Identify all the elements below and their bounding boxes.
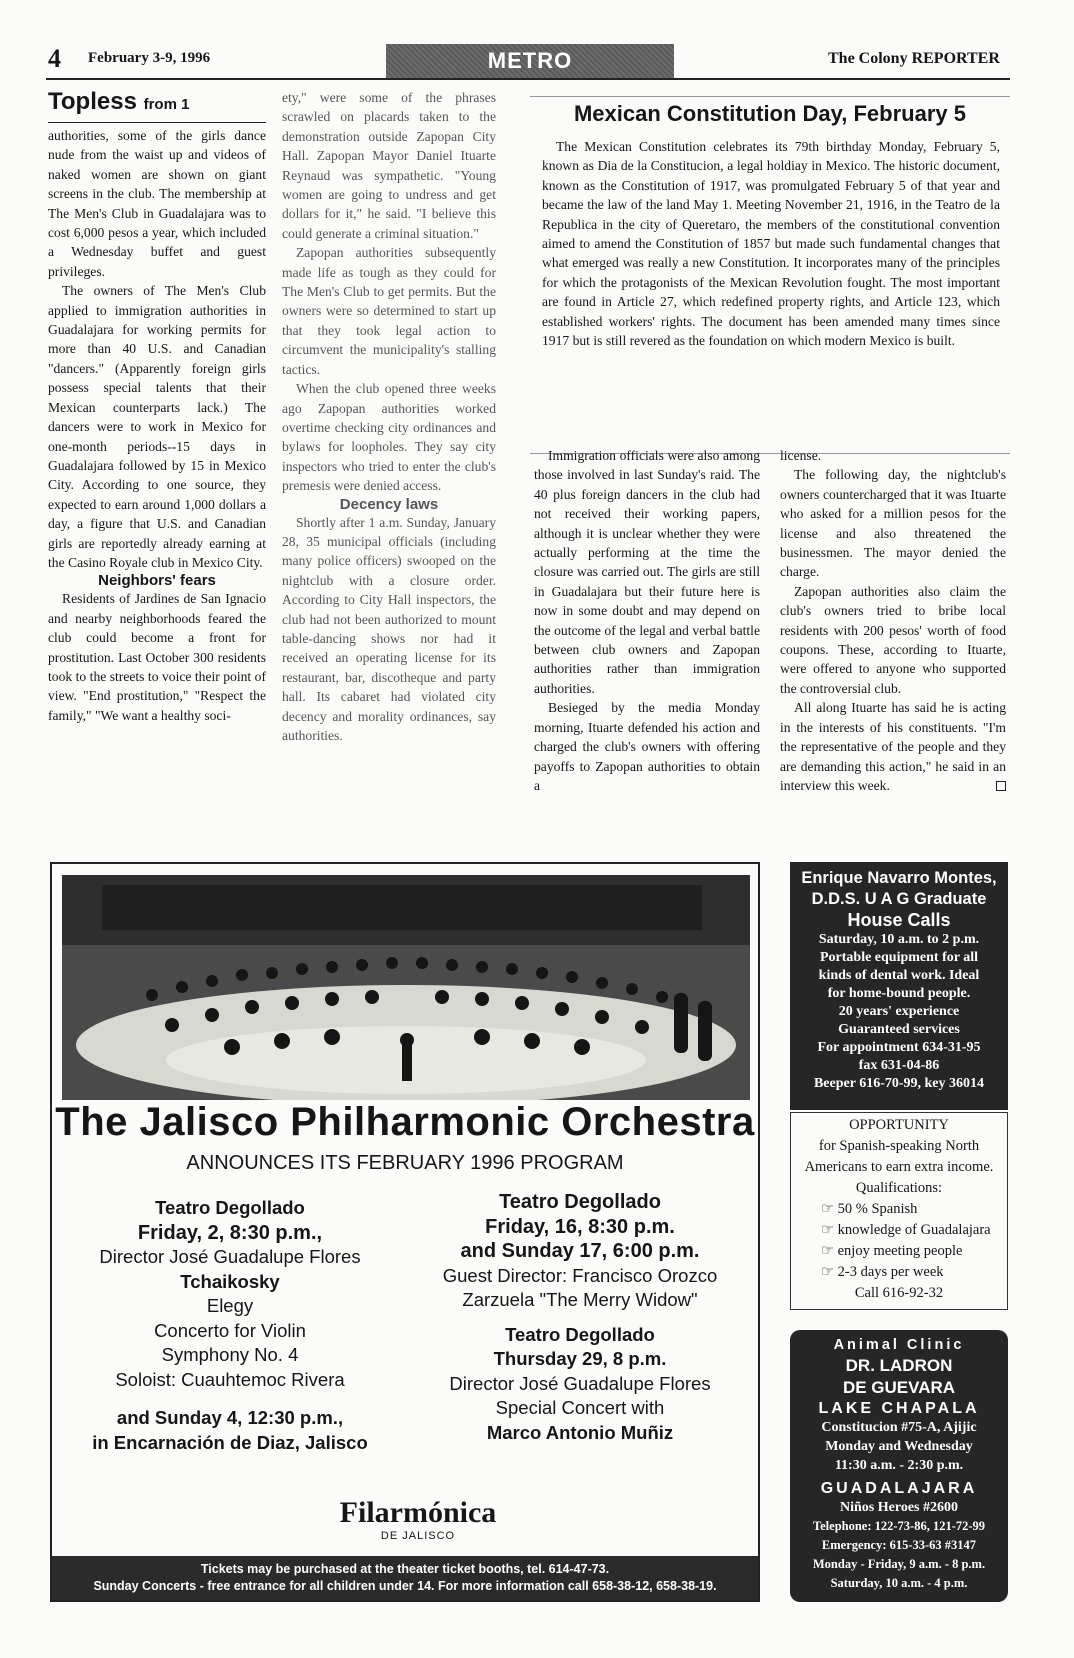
pointing-hand-icon: ☞ (821, 1201, 838, 1217)
list-item (821, 1241, 1007, 1262)
opportunity-qualifications: Qualifications: (855, 1180, 943, 1196)
opportunity-call: Call 616-92-32 (854, 1285, 944, 1301)
program-line: Friday, 2, 8:30 p.m., (137, 1221, 323, 1244)
program-line: Symphony No. 4 (161, 1344, 299, 1365)
dental-ad (790, 862, 1008, 1110)
end-mark-icon (996, 781, 1006, 791)
animal-clinic-ad (790, 1330, 1008, 1602)
topless-column-2 (282, 88, 496, 745)
header-rule (46, 78, 1010, 80)
orchestra-photo-image (62, 875, 750, 1100)
ad-line: LAKE CHAPALA (818, 1400, 980, 1417)
paragraph: Besieged by the media Monday morning, Ituarte defended his action and charged the club's owners with offering payoffs to Zapopan authorities to obtain a (534, 700, 760, 793)
qualifications-list (791, 1199, 1007, 1283)
program-line: Zarzuela "The Merry Widow" (462, 1289, 698, 1310)
program-right (430, 1190, 730, 1445)
program-line: Teatro Degollado (505, 1323, 655, 1345)
headline-rule (48, 122, 266, 123)
paragraph: Residents of Jardines de San Ignacio and nearby neighborhoods feared the club could become a front for prostitution. Last October 300 residents took to the streets to voice their point of view. "End prostitution," "Respect the family," "We want a healthy soci- (48, 591, 266, 723)
program-line: and Sunday 4, 12:30 p.m., (116, 1407, 344, 1428)
list-item-text: 50 % Spanish (837, 1201, 918, 1217)
topless-column-3 (534, 446, 760, 795)
program-line: Friday, 16, 8:30 p.m. (485, 1215, 675, 1238)
paragraph: The following day, the nightclub's owners countercharged that it was Ituarte who asked for a million pesos for the license and also threatened the businessmen. The mayor denied the charge. (780, 467, 1006, 580)
ad-line: Saturday, 10 a.m. to 2 p.m. (818, 932, 980, 947)
list-item-text: 2-3 days per week (837, 1264, 944, 1280)
ad-line: kinds of dental work. Ideal (818, 968, 980, 983)
logo-main-text: Filarmónica (339, 1496, 497, 1529)
paragraph: Shortly after 1 a.m. Sunday, January 28, 35 municipal officials (including many police officers) swooped on the nightclub with a closure order. According to City Hall inspectors, the club had not been authorized to mount table-dancing shows nor had it received an operating license for its restaurant, bar, discotheque and party hall. Its cabaret had violated city decency and morality ordinances, say authorities. (282, 514, 496, 743)
constitution-body: The Mexican Constitution celebrates its 79th birthday Monday, February 5, known as Dia de la Constitucion, a legal holdiay in Mexico. The historic document, known as the Constitution of 1917, was promulgated February 5 of that year and became the law of the land May 1. Meeting November 21, 1916, in the Teatro de la Republica in the city of Queretaro, the members of the constitutional convention aimed to amend the Constitution of 1857 but made such fundamental changes that what emerged was really a new Constitution. It incorporates many of the principles for which the protagonists of the Mexican Revolution fought. The most important are found in Article 27, which redefined property rights, and Article 123, which established workers' rights. The document has been amended many times since 1917 but is still revered as the foundation on which modern Mexico is built. (542, 139, 1000, 349)
paragraph: When the club opened three weeks ago Zapopan authorities worked overtime checking city ordinances and bylaws for loopholes. They say city inspectors who tried to enter the club's premesis were denied access. (282, 381, 496, 494)
ad-line: D.D.S. U A G Graduate (811, 890, 987, 908)
orchestra-photo (62, 875, 750, 1100)
topless-headline (48, 88, 266, 116)
ad-line: Niños Heroes #2600 (840, 1500, 958, 1515)
list-item (821, 1220, 1007, 1241)
ad-line: Saturday, 10 a.m. - 4 p.m. (830, 1576, 968, 1590)
list-item (821, 1262, 1007, 1283)
list-item-text: knowledge of Guadalajara (837, 1222, 991, 1238)
program-line: and Sunday 17, 6:00 p.m. (460, 1240, 700, 1262)
logo-sub-text: DE JALISCO (380, 1530, 456, 1542)
ad-line: Beeper 616-70-99, key 36014 (813, 1076, 985, 1091)
pointing-hand-icon: ☞ (821, 1264, 838, 1280)
ad-line: House Calls (847, 910, 951, 930)
constitution-title: Mexican Constitution Day, February 5 (573, 101, 966, 126)
paragraph: authorities, some of the girls dance nude from the waist up and videos of naked women are shown on giant screens in the club. The membership at The Men's Club in Guadalajara was to cost 6,000 pesos a year, which included a Wednesday buffet and guest privileges. (48, 128, 266, 279)
ad-line: Monday and Wednesday (825, 1439, 973, 1454)
footer-line: Sunday Concerts - free entrance for all children under 14. For more information call 658-38-12, 658-38-19. (93, 1579, 717, 1593)
paragraph: ety," were some of the phrases scrawled on placards taken to the demonstration outside Zapopan City Hall. Zapopan Mayor Daniel Ituarte Reynaud was sympathetic. "Young women are going to undress and get dollars for it," he said. "I believe this could generate a criminal situation." (282, 90, 496, 241)
paragraph: license. (780, 448, 822, 463)
program-left (80, 1196, 380, 1455)
list-item (821, 1199, 1007, 1220)
paragraph: All along Ituarte has said he is acting in the interests of his constituents. "I'm the representative of the people and they are demanding this action," he said in an interview this week. (780, 700, 1006, 793)
page-number: 4 (48, 44, 61, 73)
program-line: Special Concert with (495, 1397, 665, 1418)
ad-line: 11:30 a.m. - 2:30 p.m. (834, 1458, 964, 1473)
program-line: in Encarnación de Diaz, Jalisco (92, 1431, 368, 1453)
list-item-text: enjoy meeting people (837, 1243, 963, 1259)
program-line: Soloist: Cuauhtemoc Rivera (115, 1368, 345, 1390)
program-line: Thursday 29, 8 p.m. (493, 1348, 667, 1369)
topless-column-4 (780, 446, 1006, 795)
headline-jump: from 1 (143, 96, 190, 113)
program-line: Marco Antonio Muñiz (486, 1421, 674, 1443)
orchestra-title: The Jalisco Philharmonic Orchestra (55, 1100, 755, 1144)
program-line: Director José Guadalupe Flores (99, 1246, 361, 1267)
pointing-hand-icon: ☞ (821, 1222, 838, 1238)
program-line: Concerto for Violin (154, 1319, 306, 1341)
ad-line: Constitucion #75-A, Ajijic (821, 1420, 977, 1435)
program-line: Elegy (206, 1295, 254, 1316)
subhead: Neighbors' fears (98, 572, 216, 590)
section-banner: METRO (386, 44, 674, 78)
paragraph: Immigration officials were also among those involved in last Sunday's raid. The 40 plus foreign dancers in the club had not received their working papers, although it is unclear whether they were actually performing at the time the closure was carried out. The girls are still in Guadalajara but their future here is now in some doubt and may depend on the outcome of the legal and verbal battle between club owners and Zapopan authorities rather than immigration authorities. (534, 448, 760, 696)
ad-line: GUADALAJARA (820, 1480, 978, 1497)
paragraph: Zapopan authorities subsequently made life as tough as they could for The Men's Club to get permits. But the owners were so determined to start up that they took legal action to circumvent the municipality's stalling tactics. (282, 245, 496, 377)
constitution-box (530, 96, 1010, 454)
footer-line: Tickets may be purchased at the theater ticket booths, tel. 614-47-73. (200, 1562, 610, 1576)
paragraph: Zapopan authorities also claim the club's owners tried to bribe local residents with 200 pesos' worth of food coupons. These, according to Ituarte, were offered to anyone who supported the controversial club. (780, 583, 1006, 696)
paragraph: The owners of The Men's Club applied to immigration authorities in Guadalajara for working permits for more than 40 U.S. and Canadian "dancers." (Apparently foreign girls possess special talents that their Mexican counterparts lack.) The dancers were to work in Mexico for one-month periods--15 days in Guadalajara followed by 15 in Mexico City. According to one source, they expected to earn around 1,000 dollars a day, a figure that U.S. and Canadian girls are reportedly already earning at the Casino Royale club in Mexico City. (48, 283, 266, 570)
ad-line: Animal Clinic (833, 1337, 965, 1353)
program-line: Guest Director: Francisco Orozco (442, 1264, 718, 1286)
orchestra-subtitle: ANNOUNCES ITS FEBRUARY 1996 PROGRAM (186, 1152, 624, 1174)
pointing-hand-icon: ☞ (821, 1243, 838, 1259)
opportunity-ad (790, 1112, 1008, 1310)
ad-line: Portable equipment for all (819, 950, 978, 965)
program-line: Director José Guadalupe Flores (449, 1372, 711, 1394)
orchestra-ad-footer (52, 1556, 758, 1600)
program-line: Teatro Degollado (499, 1191, 661, 1213)
ad-line: fax 631-04-86 (858, 1058, 940, 1073)
filarmonica-logo (318, 1496, 518, 1542)
newspaper-name: The Colony REPORTER (828, 50, 1000, 67)
ad-line: Telephone: 122-73-86, 121-72-99 (812, 1519, 986, 1533)
ad-line: For appointment 634-31-95 (817, 1040, 981, 1055)
headline-text: Topless (48, 88, 137, 115)
opportunity-line: for Spanish-speaking North Americans to earn extra income. (804, 1138, 994, 1175)
subhead: Decency laws (339, 495, 439, 513)
ad-line: Enrique Navarro Montes, (801, 869, 997, 887)
ad-line: 20 years' experience (838, 1004, 960, 1019)
ad-line: DR. LADRON (845, 1356, 953, 1375)
issue-date: February 3-9, 1996 (88, 50, 211, 66)
ad-line: DE GUEVARA (842, 1378, 956, 1397)
program-line: Teatro Degollado (155, 1197, 305, 1218)
program-line: Tchaikosky (180, 1270, 280, 1292)
opportunity-title: OPPORTUNITY (849, 1117, 949, 1133)
ad-line: Emergency: 615-33-63 #3147 (821, 1538, 977, 1552)
ad-line: Monday - Friday, 9 a.m. - 8 p.m. (812, 1557, 986, 1571)
ad-line: for home-bound people. (827, 986, 971, 1001)
ad-line: Guaranteed services (838, 1022, 960, 1037)
topless-column-1 (48, 88, 266, 725)
